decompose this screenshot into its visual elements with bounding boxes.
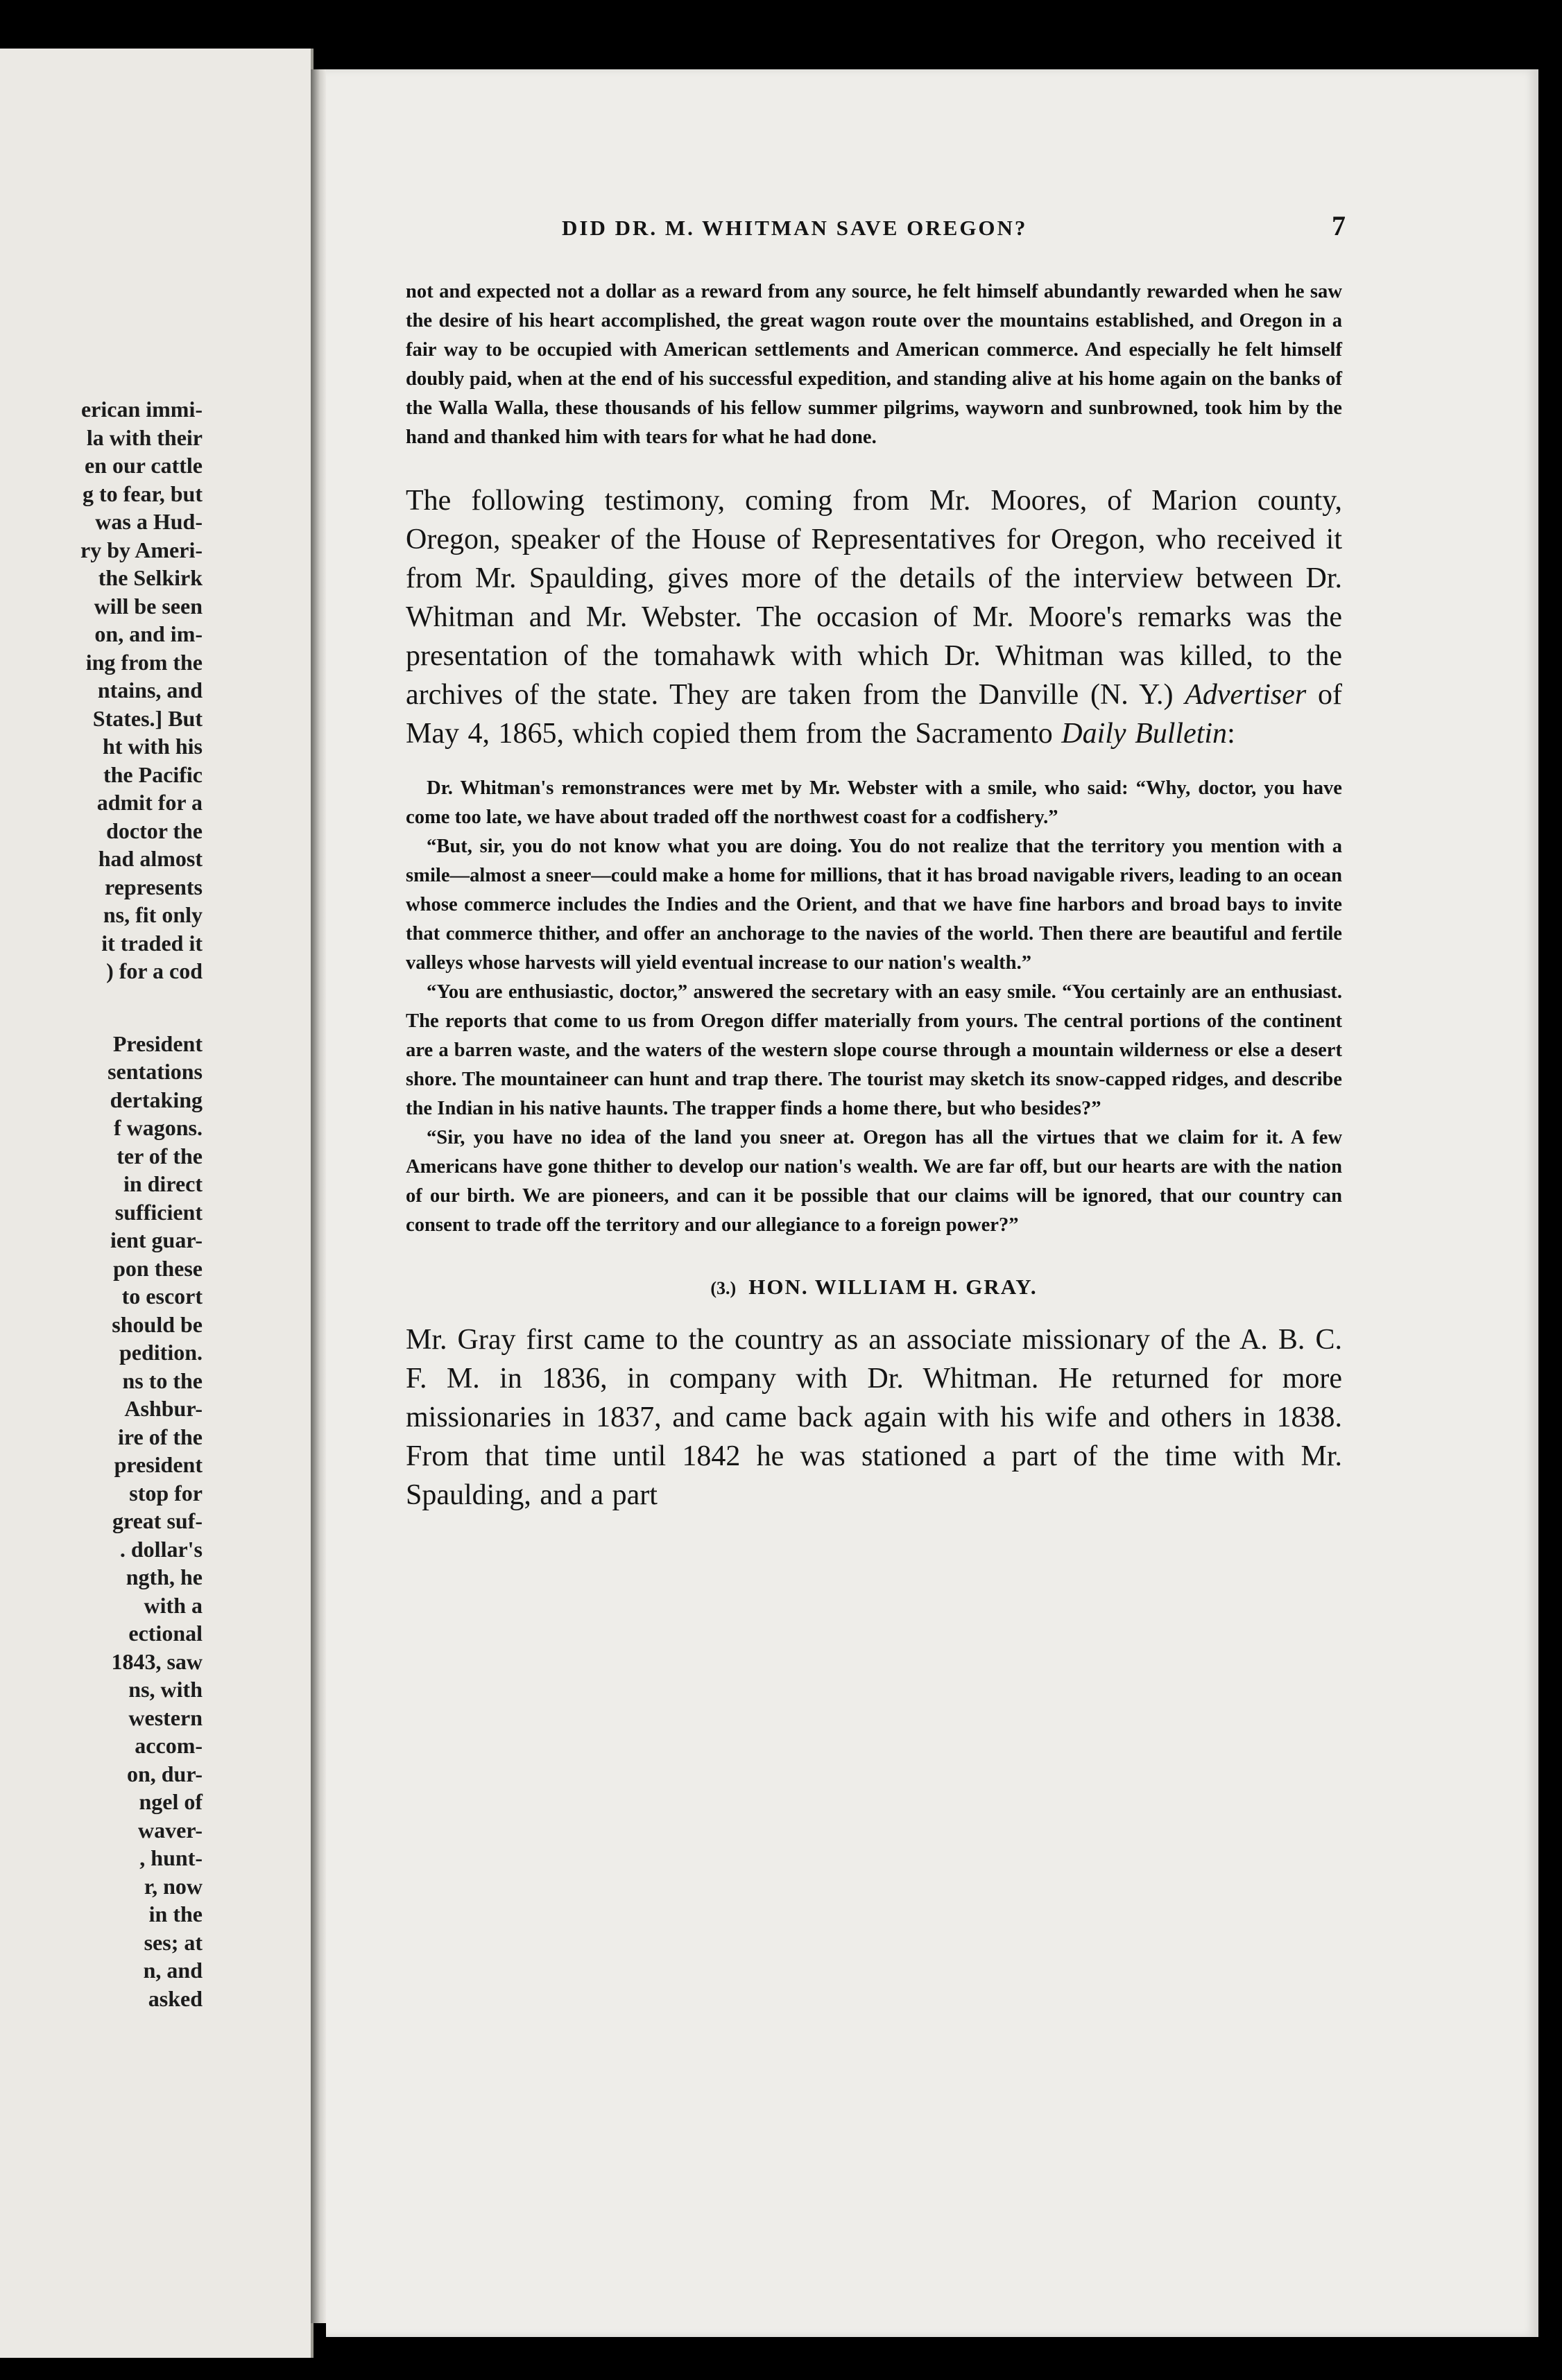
running-title: DID DR. M. WHITMAN SAVE OREGON?: [562, 216, 1028, 240]
previous-page-line: on, and im-: [94, 621, 203, 646]
previous-page-line: ing from the: [85, 649, 203, 675]
previous-page-line: doctor the: [106, 818, 203, 843]
previous-page-line: should be: [112, 1311, 203, 1337]
previous-page-line: ient guar-: [110, 1227, 203, 1252]
previous-page-line: g to fear, but: [82, 481, 203, 506]
previous-page-line: on, dur-: [126, 1761, 203, 1786]
previous-page-line: , hunt-: [139, 1845, 203, 1870]
previous-page-line: the Selkirk: [98, 565, 203, 590]
paragraph-text: :: [1227, 718, 1235, 750]
previous-page-line: in the: [148, 1902, 203, 1926]
previous-page-line: great suf-: [112, 1508, 203, 1533]
previous-page-line: la with their: [86, 424, 203, 450]
previous-page-line: in direct: [123, 1171, 203, 1196]
quote-paragraph: Dr. Whitman's remonstrances were met by Mr. Webster with a smile, who said: “Why, doctor, you have come too late, we have about traded off the northwest coast for a codfishery.”: [406, 777, 1342, 828]
previous-page-line: n, and: [143, 1958, 203, 1983]
previous-page-line: erican immi-: [80, 397, 203, 422]
previous-page-line: ry by Ameri-: [80, 537, 203, 562]
previous-page-line: with a: [144, 1592, 203, 1618]
previous-page-line: ses; at: [144, 1929, 203, 1955]
previous-page-line: ns, fit only: [103, 902, 203, 927]
section-title: HON. WILLIAM H. GRAY.: [748, 1275, 1038, 1299]
previous-page-line: had almost: [98, 846, 203, 871]
page-content: [406, 277, 1342, 1515]
previous-page-line: f wagons.: [113, 1115, 203, 1140]
quote-paragraph: “Sir, you have no idea of the land you sneer at. Oregon has all the virtues that we claim for it. A few Americans have gone thither to develop our nation's wealth. We are far off, but our hearts are with the nation of our birth. We are pioneers, and can it be possible that our claims will be ignored, that our country can consent to trade off the territory and our allegiance to a foreign power?”: [406, 1127, 1342, 1236]
previous-page-line: western: [128, 1705, 203, 1730]
previous-page-line: waver-: [138, 1817, 203, 1843]
paragraph-continuation: not and expected not a dollar as a reward from any source, he felt himself abundantly rewarded when he saw the desire of his heart accomplished, the great wagon route over the mountains established, and Oregon in a fair way to be occupied with American settlements and American commerce. And especially he felt himself doubly paid, when at the end of his successful expedition, and standing alive at his home again on the banks of the Walla Walla, these thousands of his fellow summer pilgrims, wayworn and sunbrowned, took him by the hand and thanked him with tears for what he had done.: [406, 281, 1342, 448]
previous-page-line: president: [114, 1452, 203, 1477]
book-gutter: [311, 69, 326, 2323]
newspaper-name: Advertiser: [1185, 679, 1307, 711]
previous-page-line: pon these: [113, 1255, 203, 1281]
previous-page-line: sufficient: [114, 1199, 203, 1225]
previous-page-line: r, now: [144, 1873, 203, 1899]
newspaper-name: Daily Bulletin: [1061, 718, 1228, 750]
previous-page-fragment: [0, 49, 314, 2358]
previous-page-line: ter of the: [117, 1143, 203, 1169]
previous-page-line: sentations: [108, 1059, 203, 1084]
previous-page-line: ntains, and: [97, 678, 203, 702]
previous-page-gap: [0, 985, 203, 1030]
previous-page-line: pedition.: [119, 1340, 203, 1365]
paragraph-gray: Mr. Gray first came to the country as an associate missionary of the A. B. C. F. M. in 1836, in company with Dr. Whitman. He returned for more missionaries in 1837, and came back again with his wife and others in 1838. From that time until 1842 he was stationed a part of the time with Mr. Spaulding, and a part: [406, 1324, 1342, 1511]
quote-paragraph: “You are enthusiastic, doctor,” answered the secretary with an easy smile. “You certainly are an enthusiast. The reports that come to us from Oregon differ materially from yours. The central portions of the continent are a barren waste, and the waters of the western slope course through a mountain wilderness or else a desert shore. The mountaineer can hunt and trap there. The tourist may sketch its snow-capped ridges, and describe the Indian in his native haunts. The trapper finds a home there, but who besides?”: [406, 981, 1342, 1119]
paragraph-text: of May 4, 1865, which copied them from the Sacramento: [406, 679, 1342, 750]
section-heading: [406, 1275, 1342, 1300]
previous-page-line: was a Hud-: [95, 509, 203, 534]
previous-page-line: en our cattle: [84, 453, 203, 478]
quote-paragraph: “But, sir, you do not know what you are doing. You do not realize that the territory you mention with a smile—almost a sneer—could make a home for millions, that it has broad navigable rivers, leading to an ocean whose commerce includes the Indies and the Orient, and that we have fine harbors and broad bays to invite that commerce thither, and offer an anchorage to the navies of the world. Then there are beautiful and fertile valleys whose harvests will yield eventual increase to our nation's wealth.”: [406, 836, 1342, 974]
previous-page-line: ns, with: [128, 1677, 203, 1702]
previous-page-line: dertaking: [110, 1087, 203, 1112]
previous-page-line: stop for: [129, 1480, 203, 1506]
previous-page-line: ectional: [128, 1621, 203, 1646]
previous-page-line: represents: [104, 874, 203, 899]
previous-page-line: President: [112, 1031, 203, 1056]
previous-page-line: ht with his: [102, 734, 203, 759]
previous-page-line: asked: [148, 1985, 203, 2011]
previous-page-line: ns to the: [122, 1368, 203, 1393]
previous-page-line: the Pacific: [103, 761, 203, 787]
previous-page-line: admit for a: [96, 790, 203, 815]
previous-page-line: States.] But: [92, 705, 203, 731]
running-header: [562, 209, 1346, 242]
previous-page-line: accom-: [135, 1733, 203, 1758]
previous-page-line: will be seen: [94, 593, 203, 619]
paragraph-text: The following testimony, coming from Mr. Moores, of Marion county, Oregon, speaker of the House of Representatives for Oregon, who received it from Mr. Spaulding, gives more of the details of the interview between Dr. Whitman and Mr. Webster. The occasion of Mr. Moore's remarks was the presentation of the tomahawk with which Dr. Whitman was killed, to the archives of the state. They are taken from the Danville (N. Y.): [406, 485, 1342, 711]
previous-page-line: it traded it: [101, 930, 203, 956]
section-number: (3.): [710, 1278, 737, 1298]
page-number: 7: [1332, 210, 1346, 241]
previous-page-line: ) for a cod: [106, 958, 203, 983]
paragraph-testimony-intro: [406, 481, 1342, 753]
previous-page-line: ngth, he: [126, 1564, 203, 1589]
previous-page-text: [0, 395, 203, 2012]
previous-page-line: 1843, saw: [111, 1648, 203, 1674]
previous-page-line: Ashbur-: [124, 1396, 203, 1421]
previous-page-line: ire of the: [117, 1424, 203, 1449]
previous-page-line: to escort: [121, 1284, 203, 1309]
previous-page-line: ngel of: [139, 1789, 203, 1814]
previous-page-line: . dollar's: [119, 1536, 203, 1562]
